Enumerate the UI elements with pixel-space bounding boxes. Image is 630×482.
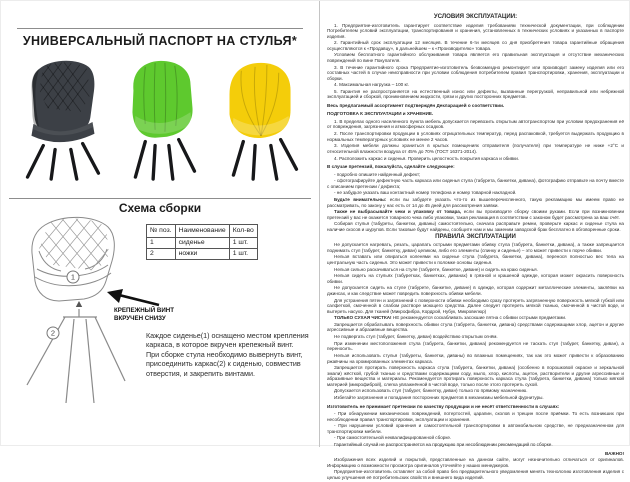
- yellow-chair-image: [213, 55, 309, 181]
- paragraph: 4. Расположить каркас и сиденья. Проверить целостность покрытия каркаса и обивки.: [334, 155, 520, 161]
- section-heading: УСЛОВИЯ ЭКСПЛУАТАЦИИ:: [433, 13, 518, 20]
- bold-note: В случае претензий, пожалуйста, сделайте следующее:: [327, 164, 455, 169]
- paragraph: 2. После транспортировки продукции в условиях отрицательных температур, перед распаковкой, требуется выдержать продукцию в нормальных температурных условиях не менее 2 часов.: [327, 131, 624, 142]
- paragraph: Собирая стулья (табуреты, банкетки, диваны) самостоятельно, сначала расправьте ремни, проверьте каркас и сиденье стула на наличие скосов и шурупов. Если таковые будут найдены, сообщите нам и мы заменим заводской брак бесплатно в обговоренные сроки.: [327, 221, 624, 232]
- paragraph: 2. Гарантийный срок эксплуатации 12 месяцев. В течение 6-ти месяцев со дня приобретения товара гарантийные обращения осуществляются к «Продавцу», в дальнейшем – к «Производителю» товара.: [327, 40, 624, 51]
- paragraph: Гарантийный случай не распространяется на продукцию при несоблюдении рекомендаций по сборке.: [334, 442, 553, 448]
- column-divider: [319, 1, 320, 447]
- paragraph: Запрещается протирать поверхность каркаса стула (табурета, банкетки, дивана) (особенно в порошковой окраске и зеркальной эмали) жёсткой, грубой тканью и средствами содержащими соду, мыло, хлор, кислоты, ацетон, растворители и другие агрессивные и абразивные вещества и материалы. Рекомендуется протирать поверхность каркаса стула (табурета, банкетки, дивана) только мягкой материей (микрофиброй), слегка увлажнённой в чистой воде, только после этого протереть сухой.: [327, 365, 624, 387]
- table-row: [147, 238, 258, 249]
- paragraph: 3. В течение гарантийного срока Предприятие-изготовитель безвозмездно ремонтирует или производит замену изделия или его составных частей в случае неисправности при условии соблюдения потребителем правил транспортировки, хранения, эксплуатации и сборки.: [327, 64, 624, 81]
- paragraph: Не допускается нагревать, резать, царапать острыми предметами обивку стула (табурета, банкетки, дивана), а также запрещается поднимать стул (табурет, банкетку, диван) целиком, либо его элементы (спинку и сиденье) – это может привести к порче обивки.: [327, 242, 624, 253]
- top-rule: [17, 28, 303, 29]
- paragraph: 1. Предприятие-изготовитель гарантирует соответствие изделия требованиям технической документации, при соблюдении Потребителем условий эксплуатации, транспортирования и хранения, установленных в технических условиях и указанных в паспорте изделия.: [327, 22, 624, 39]
- dark-chair-image: [13, 55, 109, 181]
- callout-arrow-icon: [107, 289, 123, 303]
- page-title: УНИВЕРСАЛЬНЫЙ ПАСПОРТ НА СТУЛЬЯ*: [22, 34, 298, 48]
- column-header: № поз.: [147, 225, 176, 238]
- paragraph: Нельзя сидеть на стульях (табуретках, банкетках, диванах) в грязной и крашеной одежде, которая может окрасить поверхность обивки.: [327, 273, 624, 284]
- paragraph: - При нарушении условий хранения и самостоятельной транспортировки в автомобильном средстве, не предназначенном для транспортировки мебели.: [327, 423, 624, 434]
- paragraph: ТОЛЬКО СУХАЯ ЧИСТКА! НЕ рекомендуется соскабливать засохшие пятна с обивки острыми предметами.: [334, 315, 567, 321]
- paragraph: Нельзя использовать стулья (табуреты, банкетки, диваны) во влажных помещениях, так как это может привести к образованию ржавчины на хромированных элементах каркаса.: [327, 353, 624, 364]
- paragraph: - сфотографируйте дефектную часть каркаса или сиденья стула (табурета, банкетки, дивана), фотографию отправьте на почту вместе с описанием претензии / дефекта;: [327, 178, 624, 189]
- seat-label: 1: [70, 272, 76, 282]
- table-row: [147, 249, 258, 260]
- note-paragraph: Каждое сиденье(1) оснащено местом крепления каркаса, в которое вкручен крепежный винт.: [146, 331, 309, 350]
- table-cell: 1: [147, 238, 176, 249]
- parts-table: [146, 224, 258, 260]
- section-heading: ПРАВИЛА ЭКСПЛУАТАЦИИ: [435, 232, 516, 240]
- paragraph: Также не выбрасывайте чеки и упаковку от товара, если вы производите сборку своими руками. Если при возникновении претензий у вас не окажется товарного чека либо упаковки, такая рекламация в соответствии с законом будет рассмотрена за ваш счёт.: [327, 209, 625, 220]
- paragraph: Условием бесплатного гарантийного обслуживания товара является его правильная эксплуатация и отсутствие механических повреждений по вине Покупателя.: [327, 52, 624, 63]
- table-cell: 2: [147, 249, 176, 260]
- paragraph: - При самостоятельной неквалифицированной сборке.: [334, 435, 452, 441]
- assembly-heading: Схема сборки: [118, 201, 202, 215]
- paragraph: Не допускается сидеть на стуле (табурете, банкетке, диване) в одежде, которая содержит металлические элементы, заклёпки на джинсах, и как следствие может повредить поверхность обивки мебели.: [327, 285, 624, 296]
- paragraph: Допускается использовать стул (табурет, банкетку, диван) только по прямому назначению.: [334, 388, 528, 394]
- paragraph: - подробно опишите найденный дефект;: [334, 171, 421, 177]
- note-paragraph: При сборке стула необходимо вывернуть винт, присоединить каркас(2) к сиденью, совместив отверстия, и закрепить винтами.: [146, 349, 303, 378]
- callout-arrow-line: [119, 295, 159, 305]
- screw-callout-line2: ВКРУЧЕН СНИЗУ: [114, 314, 166, 322]
- table-cell: ножки: [175, 249, 229, 260]
- table-cell: 1 шт.: [229, 238, 257, 249]
- paragraph: Предприятие-изготовитель оставляет за собой право без предварительного уведомления менять технологию изготовления изделия с целью улучшения её потребительских свойств и внешнего вида изделий.: [327, 469, 624, 480]
- table-cell: 1 шт.: [229, 249, 257, 260]
- column-header: Наименование: [175, 225, 229, 238]
- paragraph: Запрещается обрабатывать поверхность обивки стула (табурета, банкетки, дивана) средствами содержащими хлор, ацетон и другие агрессивные и абразивные вещества.: [327, 321, 624, 333]
- column-header: Кол-во: [229, 225, 257, 238]
- paragraph: 4. Максимальная нагрузка – 100 кг.: [334, 82, 409, 88]
- paragraph: 5. Гарантия не распространяется на естественный износ или дефекты, вызванные перегрузкой, неправильной или небрежной эксплуатацией и сборкой, проникновением жидкости, грязи и других посторонних предметов.: [327, 88, 624, 100]
- bold-note: ВАЖНО!: [605, 450, 624, 456]
- bold-note: ПОДГОТОВКА К ЭКСПЛУАТАЦИИ и ХРАНЕНИЕ.: [327, 111, 434, 117]
- green-chair-image: [113, 55, 209, 181]
- chair-photos: [13, 55, 309, 181]
- paragraph: - не забудьте указать ваш контактный номер телефона и номер товарной накладной.: [334, 190, 517, 196]
- assembly-note: [146, 331, 310, 378]
- paragraph: Нельзя вставать или опираться коленями на сиденье стула (табурета, банкетки, дивана), перенося полностью вес тела на центральную часть сиденья. Это может привести к поломке основы сиденья.: [327, 254, 624, 265]
- parts-table-head-row: [147, 225, 258, 238]
- screw-callout: [114, 307, 224, 322]
- parts-table-body: [147, 238, 258, 260]
- paragraph: Будьте внимательны: если вы забудете указать что-то из вышеперечисленного, такую рекламацию мы имеем право не рассматривать, по закону у нас есть от 14 до 45 дней для рассмотрения заявки.: [327, 197, 624, 208]
- bold-note: Изготовитель не принимает претензии по качеству продукции и не несёт ответственности в случаях:: [327, 403, 560, 409]
- paragraph: При изменении местоположения стула (табурета, банкетки, дивана) рекомендуется не таскать стул (табурет, банкетку, диван), а переносить.: [327, 340, 624, 352]
- bold-note: Весь предлагаемый ассортимент подтверждён Декларацией о соответствии.: [327, 102, 505, 108]
- paragraph: Нельзя сильно раскачиваться на стуле (табурете, банкетке, диване) и сидеть на краю сиденья.: [334, 266, 538, 272]
- paragraph: Для устранения пятен и загрязнений с поверхности обивки необходимо сразу протереть загрязненную поверхность мягкой губкой или салфеткой, смоченной в слабом растворе моющего средства. Далее следует протереть мягкой тканью, смоченной в чистой воде, и вытереть насухо. Для тканей (Микрофибра, Кордрой, Нубук, Микровелюр): [327, 297, 624, 314]
- paragraph: Избегайте загрязнения и попадания посторонних предметов в механизмы мебельной фурнитуры.: [334, 395, 544, 401]
- paragraph: 1. В пределах одного населенного пункта мебель допускается перевозить открытым автотранспортом при условии предохранения её от повреждения, загрязнения и атмосферных осадков.: [327, 118, 624, 130]
- section-rule: [9, 198, 311, 199]
- screw-callout-line1: КРЕПЕЖНЫЙ ВИНТ: [114, 307, 175, 314]
- paragraph: Изображения всех изделий и покрытий, представленные на данном сайте, могут незначительно отличаться от оригиналов. Информацию о возможности просмотра оригиналов уточняйте у наших менеджеров.: [327, 457, 624, 468]
- table-cell: сиденье: [175, 238, 229, 249]
- conditions-text: [327, 13, 624, 482]
- screw-arrow-icon: [76, 301, 82, 307]
- frame-label: 2: [50, 328, 56, 338]
- paragraph: - При обнаружении механических повреждений, потертостей, царапин, сколов и трещин после приёмки. То есть возникших при несоблюдении правил транспортировки, эксплуатации и хранения.: [327, 411, 624, 422]
- paragraph: Не подвергать стул (табурет, банкетку, диван) воздействию открытым огнём.: [334, 334, 498, 340]
- paragraph: 3. Изделия мебели должны храниться в крытых помещениях отправителя (получателя) при температуре не ниже +2°С и относительной влажности воздуха от 45% до 70% (ГОСТ 16371-2014).: [327, 143, 624, 154]
